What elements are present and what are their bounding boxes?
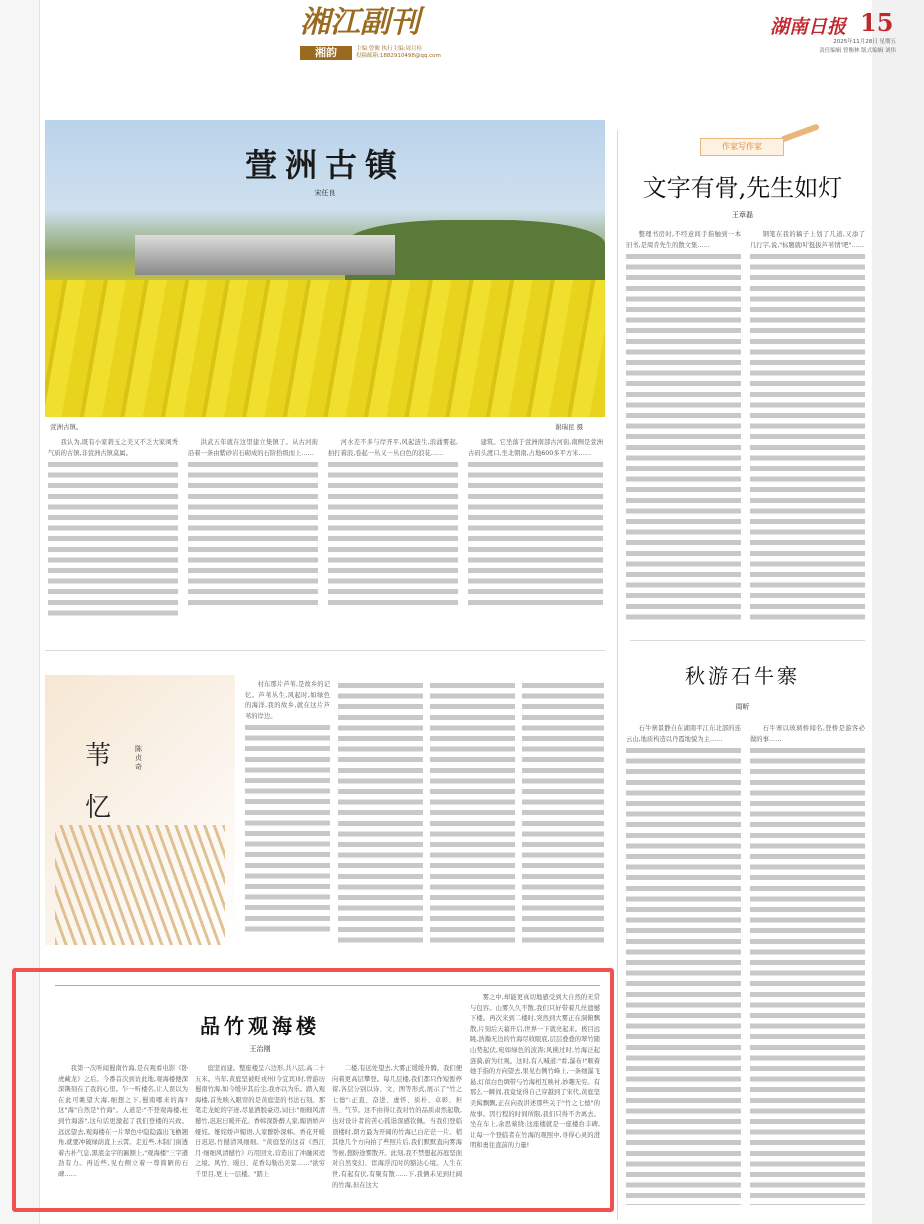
paragraph: 我认为,既有小家碧玉之美又不乏大家闺秀气质的古镇,非萱洲古镇莫属。 xyxy=(48,439,178,457)
divider xyxy=(45,650,605,651)
photo-credit: 谢瑞昆 摄 xyxy=(555,423,584,431)
info-editors: 主编:曾衡 执行主编:周月桂 xyxy=(356,46,422,52)
article-title: 苇忆 xyxy=(85,741,112,823)
logo-bar: 湘韵 xyxy=(300,46,352,60)
article-title: 文字有骨,先生如灯 xyxy=(642,174,843,202)
article-author: 宋任良 xyxy=(314,189,336,197)
article-column xyxy=(188,438,318,628)
article-column xyxy=(626,724,741,1216)
article-column xyxy=(195,1064,325,1212)
article-column xyxy=(48,438,178,628)
article-column xyxy=(245,680,330,948)
photo-caption: 萱洲古镇。 xyxy=(50,423,83,431)
paragraph: 整理书房时,不经意间手指触到一本旧书,是周肯先生的散文集…… xyxy=(626,231,741,249)
paragraph: 我第一次听闻蜀南竹海,是在观看电影《卧虎藏龙》之后。今番首次到访此地,观海楼便深深镌刻在了我的心里。乍一听楼名,让人误以为在此可眺望大海,细想之下,蜀南哪来的海?这"海"自然是"竹海"。人道是:"不登观海楼,枉到竹海游",这句话更激起了我们登楼的兴致。远远望去,观海楼在一片翠色中隐隐露出飞檐翘角,就要冲破绿荫直上云霄。走近些,木制门窗透着古朴气息,黑底金字的匾额上,"观海楼"三字遒劲有力。再近些,见右侧立着一尊简陋的石碑…… xyxy=(58,1065,188,1178)
article-column xyxy=(750,724,865,1216)
article-column xyxy=(750,230,865,628)
info-email: 投稿邮箱:1882910498@qq.com xyxy=(356,53,441,59)
article-column xyxy=(328,438,458,628)
article-title: 品竹观海楼 xyxy=(200,1014,320,1038)
logo-text: 湘江副刊 xyxy=(300,5,420,40)
paragraph: 洪武五年就在这里建立集镇了。从古河街沿着一条由紫砂岩石砌成的石阶拾级而上…… xyxy=(188,439,318,457)
paragraph: 庭坚而建。整座楼呈六边形,共八层,高二十五米。当年,黄庭坚被贬戎州(今宜宾)时,曾游历蜀南竹海,如今缓步其后尘,我亦以为乐。踏入观海楼,首先映入眼帘的是黄庭坚的书法石刻。那笔走龙蛇的字迹,尽显洒脱豪迈,词曰:"细细风清撼竹,迟迟日暖开花。香帏深卧醉人家,媚语娇声娅姹。娅姹娇声媚语,人家醉卧深帏。香花开暖日迟迟,竹撼清风细细。"黄庭坚的这首《西江月·细细风清撼竹》巧用回文,营造出了冲融闲适之境。风竹、暖日、花香勾勒出美景……"欲穷千里目,更上一层楼。"踏上 xyxy=(195,1065,325,1178)
article-column xyxy=(522,680,604,948)
article-column xyxy=(338,680,423,948)
divider xyxy=(55,985,600,986)
reed-illustration xyxy=(45,675,235,945)
paragraph: 石牛寨景静自在湖南平江东北部的连云山,地质构造以丹霞地貌为主…… xyxy=(626,725,741,743)
article-column xyxy=(58,1064,188,1212)
masthead-logo xyxy=(300,6,470,66)
section-badge: 作家写作家 xyxy=(700,138,784,156)
article-title: 秋游石牛寨 xyxy=(685,664,800,688)
paragraph: 雾之中,却能更真切地感受到大自然的无常与包容。山雾久久不散,我们只好带着几丝遗憾下楼。再次来到二楼时,突然到大雾正在洞俯飘散,片刻后天幕开启,世界一下就亮起来。极目远眺,浩瀚无边的竹海尽收眼底,层层叠叠的翠竹随山势起伏,宛如绿色的波涛;风拂过时,竹海泛起涟漪,蔚为壮观。这时,有人喊道:"看,瀑布!"顺着她手指的方向望去,果见右侧竹峰上,一条细瀑飞悬,灯似白色绸带与竹海相互映衬,妙趣无穷。有那么一瞬间,我竟觉得自己穿越到了宋代,黄庭坚美髯飘飘,正在向我讲述那些关于"竹之七德"的故事。因行程的时间所限,我们只得不舍离去。坐在车上,余思萦绕:这座楼就是一座楼台丰碑,让每一个登临者在竹海的观照中,寻得心灵的澄明和勇往直前的力量! xyxy=(470,994,600,1150)
paragraph: 建筑。它坐落于萱洲南部古河街,南侧是萱洲古码头渡口,坐北朝南,占地600多平方米…… xyxy=(468,439,603,457)
paragraph: 二楼,有远处望去,大雾正缓缓升腾。我们便向着更高层攀登。每几层楼,我们都只作短暂停留,各层分别以诗、文、图等形式,展示了"竹之七德":正直、奋进、虚怀、质朴、卓彰、担当、气节。这不由得让我对竹的品质肃然起敬,也对设计者的苦心孤诣深感钦佩。当我们登临顶楼时,朗方最为开阔的竹海已白茫茫一片。稍其他几个方向拍了些照片后,我们默默直向雾海等候,想盼途雾散开。此刻,我不禁想起苏庭坚面对自然变幻、宦海浮沉时的豁达心境。人生在世,有起有伏,有聚有散……下,我俩未见到壮阔的竹海,但在这大 xyxy=(332,1065,462,1189)
date: 2025年11月28日 星期五 xyxy=(833,39,896,45)
editors: 责任编辑 曾衡林 版式编辑 刘伟 xyxy=(819,48,896,54)
article-column xyxy=(430,680,515,948)
paragraph: 河水差不多与岸齐平,风起涟生,浪涌雾起,拍打着浪,卷起一丛又一丛白色的浪花…… xyxy=(328,439,458,457)
article-author: 周昕 xyxy=(735,703,750,711)
right-margin xyxy=(872,0,924,1224)
paragraph: 村东那片芦苇,是故乡的记忆。芦苇丛生,风起时,如绿色的海洋,我的故乡,就在这片芦苇的岸边。 xyxy=(245,681,330,720)
paragraph: 石牛寨以玻璃桥闻名,登桥是游客必做的事…… xyxy=(750,725,865,743)
article-column xyxy=(468,438,603,628)
pen-icon xyxy=(780,123,820,142)
divider xyxy=(630,640,865,641)
masthead-info xyxy=(356,46,441,60)
paper-name: 湖南日报 xyxy=(770,16,847,38)
article-author: 王治刚 xyxy=(249,1045,271,1053)
dateline xyxy=(790,38,896,56)
article-author: 陈贞奇 xyxy=(135,745,142,771)
article-author: 王章磊 xyxy=(732,211,753,219)
article-column xyxy=(332,1064,462,1212)
article-column xyxy=(626,230,741,628)
paragraph: 钢笔在我的稿子上划了几道,又添了几行字,说,"标题就叫'挺拔芦苇情'吧"…… xyxy=(750,231,865,249)
article-column xyxy=(470,993,600,1212)
article-title: 萱洲古镇 xyxy=(244,146,405,184)
page-number: 15 xyxy=(860,8,894,37)
